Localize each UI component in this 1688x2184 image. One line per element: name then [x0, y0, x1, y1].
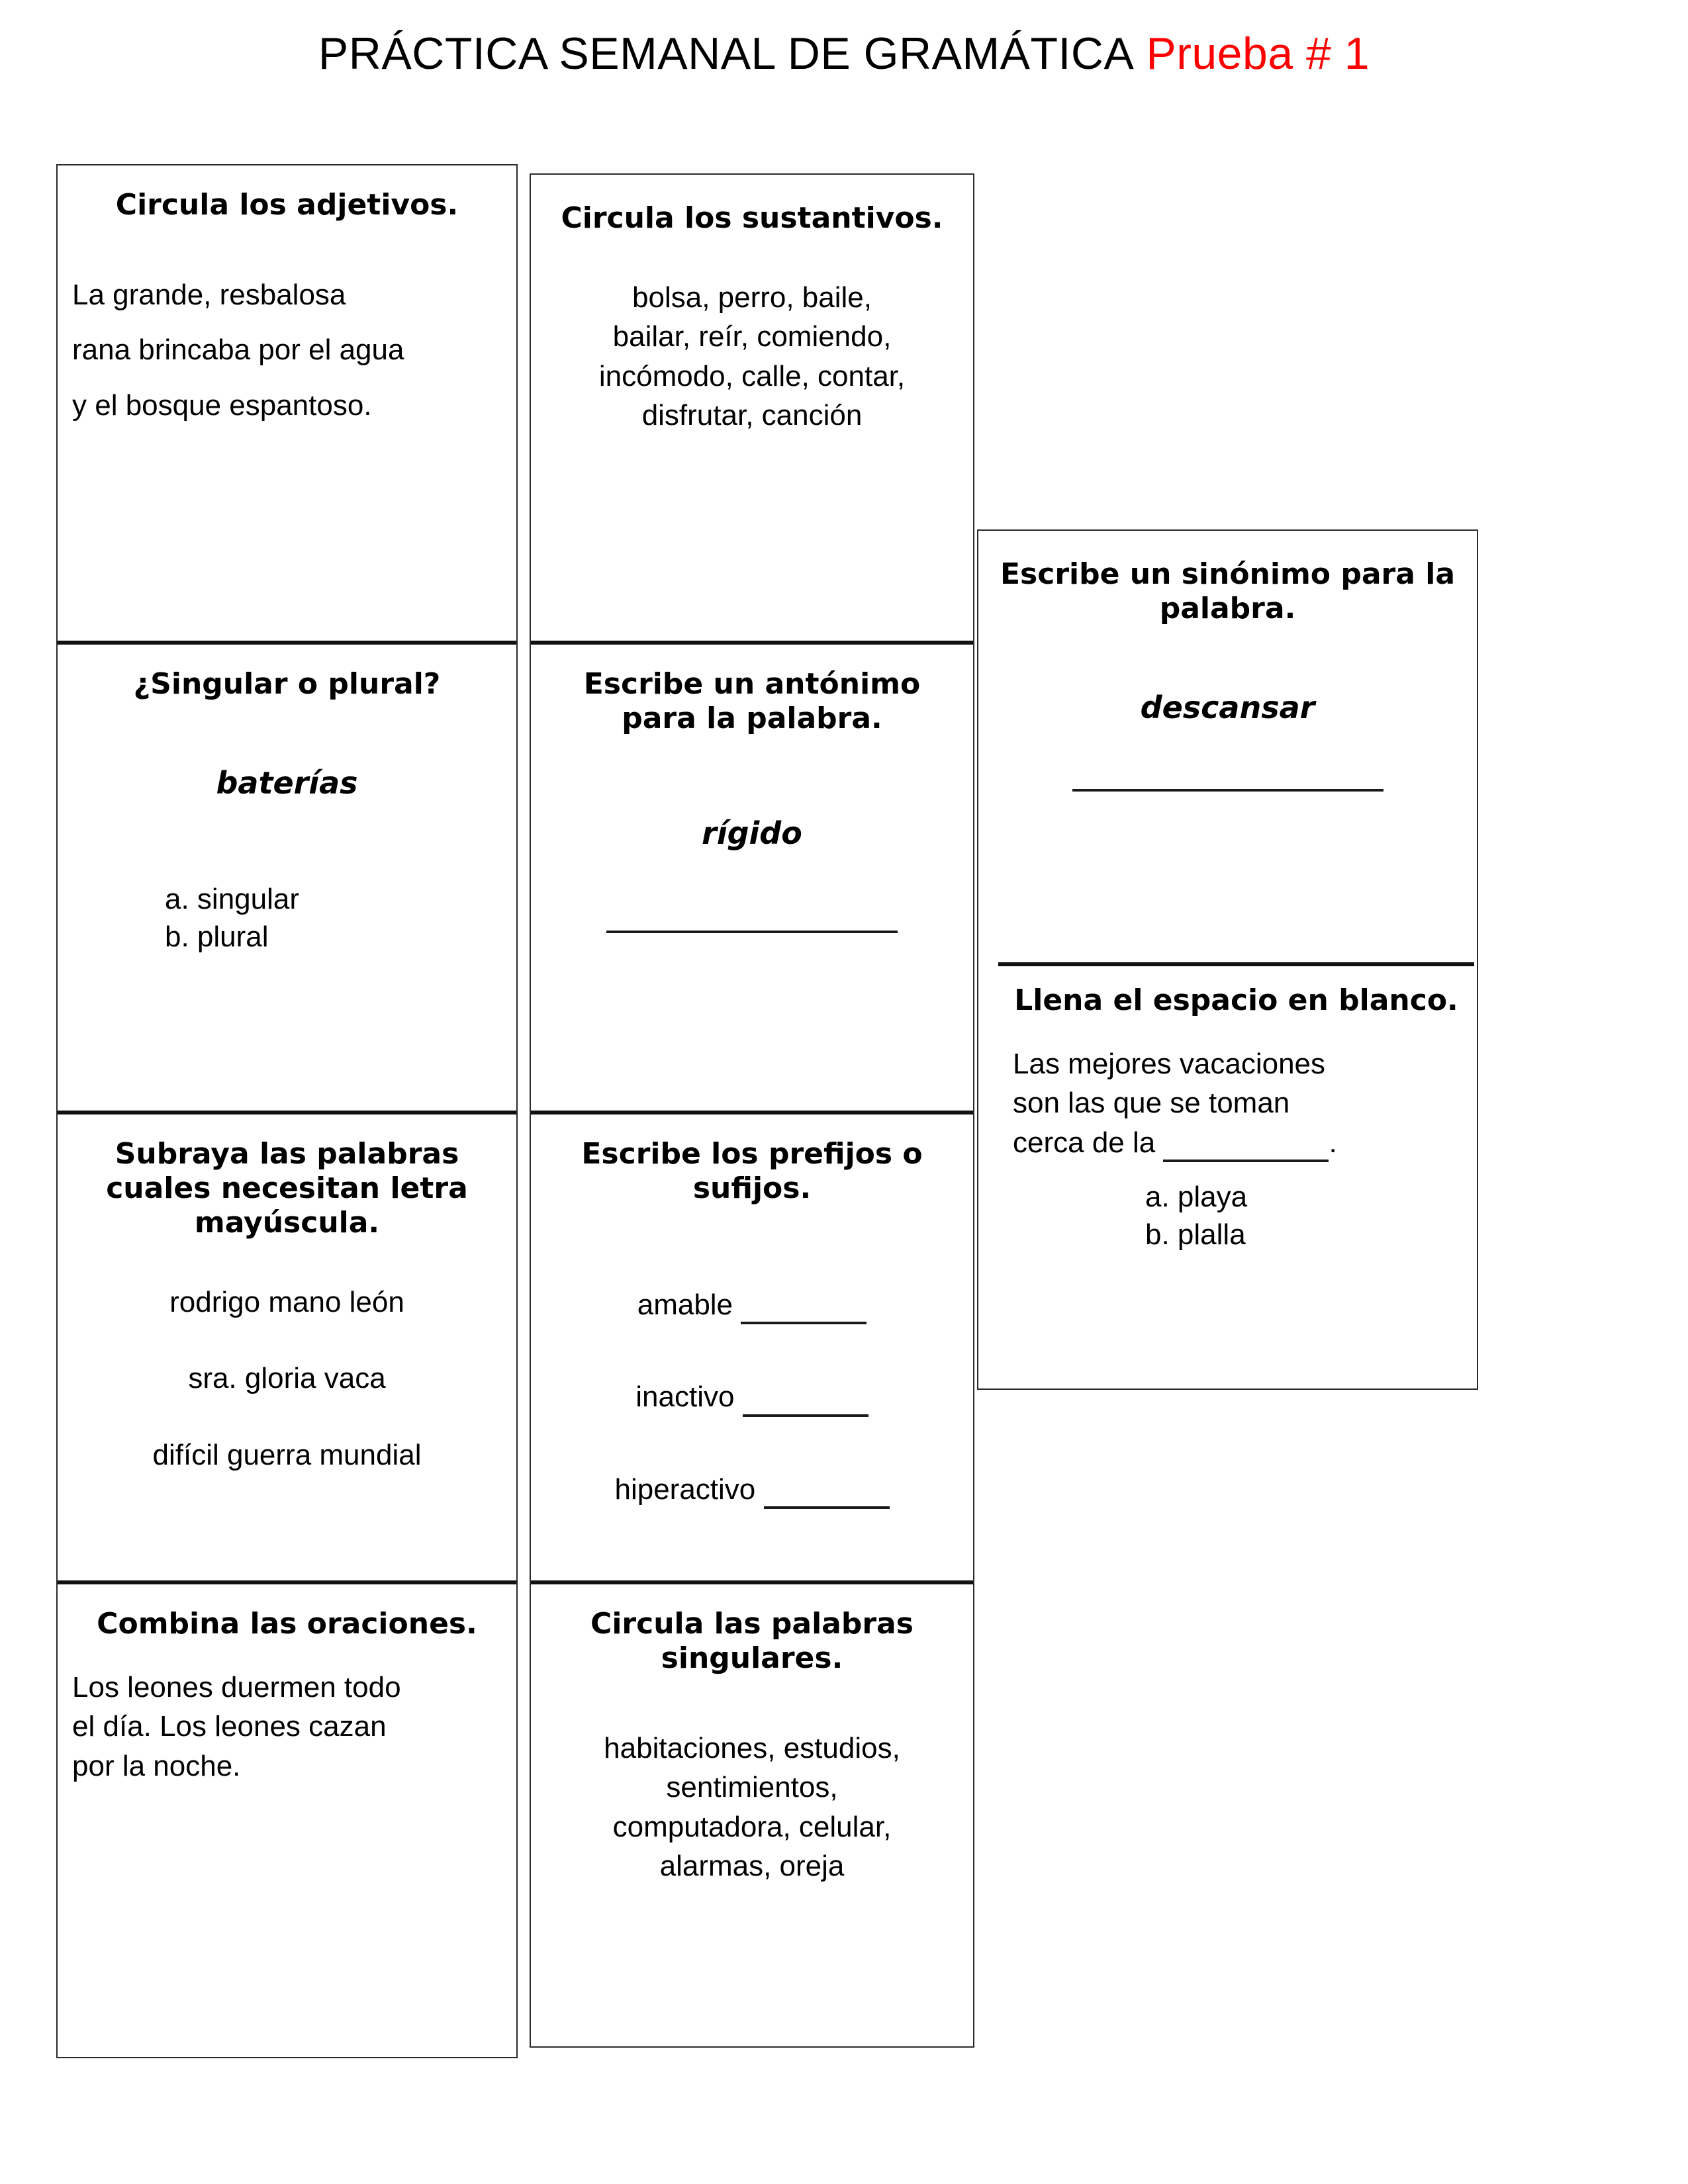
exercise-prompt: Subraya las palabras cuales necesitan letra mayúscula. [106, 1137, 468, 1240]
exercise-line[interactable]: sra. gloria vaca [188, 1362, 386, 1395]
exercise-line: y el bosque espantoso. [72, 388, 372, 422]
exercise-line: La grande, resbalosa [72, 278, 346, 311]
exercise-line: por la noche. [72, 1749, 241, 1782]
prefix-item [545, 1377, 959, 1416]
exercise-line[interactable]: sentimientos, [666, 1771, 838, 1804]
prefix-item-word: amable [637, 1288, 733, 1321]
page-title-main: PRÁCTICA SEMANAL DE GRAMÁTICA [318, 28, 1135, 79]
exercise-combina-oraciones [58, 1580, 516, 2060]
answer-option[interactable]: b. plural [165, 921, 269, 954]
worksheet-column-3 [977, 529, 1478, 1390]
exercise-prompt: ¿Singular o plural? [133, 667, 441, 701]
exercise-singular-o-plural [58, 641, 516, 1111]
sentence-line: son las que se toman [1013, 1087, 1290, 1120]
exercise-prompt: Circula las palabras singulares. [590, 1607, 914, 1675]
exercise-prompt: Circula los sustantivos. [561, 201, 943, 235]
exercise-prompt: Escribe un antónimo para la palabra. [583, 667, 921, 735]
exercise-escribe-sinonimo [978, 531, 1477, 962]
answer-option[interactable]: b. plalla [1145, 1218, 1246, 1251]
sentence-period: . [1329, 1126, 1337, 1159]
answer-blank-line[interactable] [764, 1486, 890, 1509]
exercise-line: el día. Los leones cazan [72, 1710, 387, 1743]
answer-blank-line[interactable] [606, 931, 898, 933]
exercise-line[interactable]: bolsa, perro, baile, [632, 281, 872, 314]
exercise-subraya-mayuscula [58, 1111, 516, 1580]
exercise-prompt: Llena el espacio en blanco. [1014, 983, 1458, 1017]
answer-blank-line[interactable] [1163, 1140, 1329, 1162]
prefix-item [545, 1470, 959, 1509]
exercise-circula-sustantivos [531, 175, 973, 641]
exercise-llena-espacio-blanco [998, 962, 1474, 1391]
target-word: rígido [702, 815, 802, 851]
exercise-prompt: Escribe un sinónimo para la palabra. [1000, 557, 1456, 625]
exercise-prompt: Circula los adjetivos. [115, 188, 459, 222]
exercise-prefijos-sufijos [531, 1111, 973, 1580]
target-word: baterías [216, 764, 358, 801]
exercise-line[interactable]: rodrigo mano león [169, 1285, 404, 1318]
page-title-quiz: Prueba # 1 [1146, 28, 1370, 79]
exercise-prompt: Escribe los prefijos o sufijos. [581, 1137, 923, 1205]
exercise-line[interactable]: difícil guerra mundial [152, 1438, 422, 1471]
answer-blank-line[interactable] [743, 1394, 868, 1417]
sentence-fragment: cerca de la [1013, 1126, 1156, 1159]
exercise-escribe-antonimo [531, 641, 973, 1111]
answer-blank-line[interactable] [1072, 789, 1383, 792]
prefix-item [545, 1285, 959, 1324]
target-word: descansar [1140, 689, 1315, 725]
exercise-line[interactable]: bailar, reír, comiendo, [612, 320, 892, 353]
exercise-line[interactable]: computadora, celular, [612, 1810, 892, 1843]
sentence-line-with-blank [1013, 1123, 1460, 1162]
prefix-item-word: inactivo [635, 1381, 735, 1414]
exercise-line[interactable]: alarmas, oreja [659, 1849, 845, 1882]
exercise-line[interactable]: habitaciones, estudios, [604, 1731, 900, 1764]
prefix-item-word: hiperactivo [614, 1473, 756, 1506]
exercise-line: Los leones duermen todo [72, 1670, 401, 1704]
worksheet-column-2 [530, 173, 974, 2048]
exercise-line[interactable]: disfrutar, canción [641, 399, 863, 432]
exercise-prompt: Combina las oraciones. [97, 1607, 477, 1641]
exercise-circula-adjetivos [58, 165, 516, 641]
answer-blank-line[interactable] [741, 1302, 867, 1324]
page-title [0, 28, 1688, 79]
exercise-line[interactable]: incómodo, calle, contar, [598, 359, 906, 392]
worksheet-column-1 [56, 164, 518, 2058]
answer-option[interactable]: a. singular [165, 882, 300, 915]
exercise-circula-singulares [531, 1580, 973, 2049]
sentence-line: Las mejores vacaciones [1013, 1047, 1326, 1080]
exercise-line: rana brincaba por el agua [72, 334, 404, 367]
answer-option[interactable]: a. playa [1145, 1181, 1248, 1214]
